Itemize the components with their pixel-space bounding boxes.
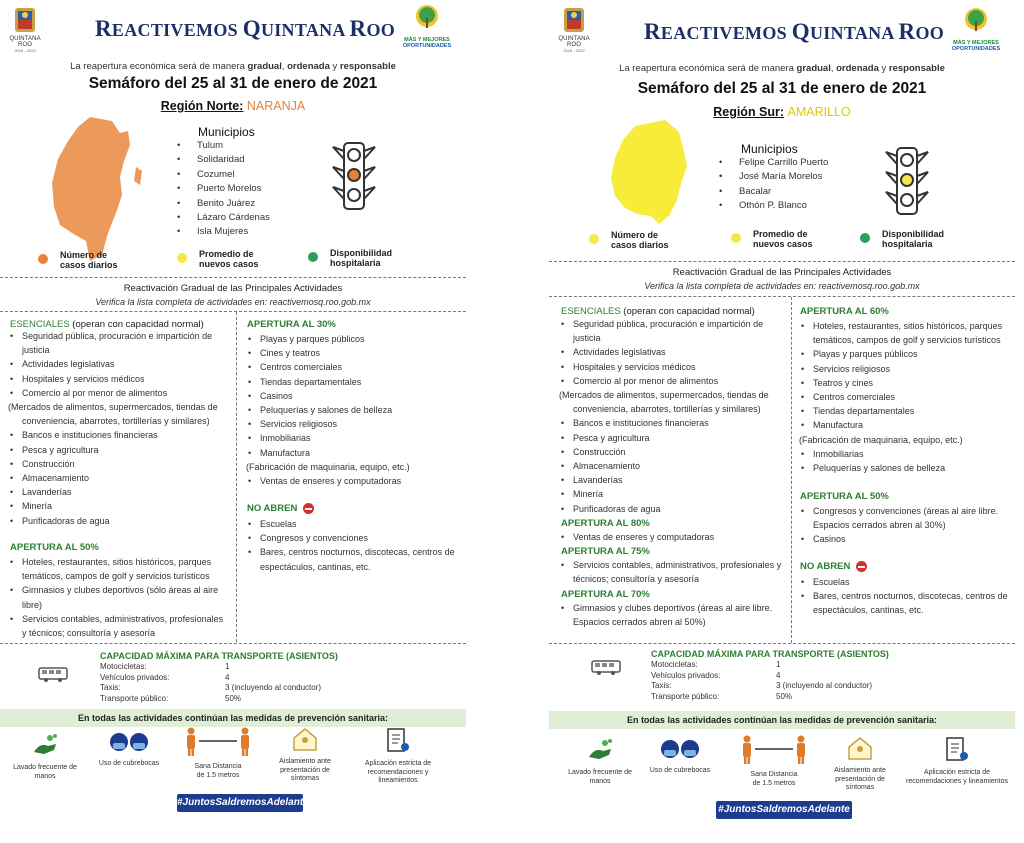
list-item: • Actividades legislativas [8, 357, 236, 371]
list-item: Espacios cerrados abren al 30%) [813, 520, 946, 531]
measure-handwash: Lavado frecuente de manos [567, 737, 633, 786]
list-item: • Purificadoras de agua [559, 502, 791, 516]
esenciales-heading: ESENCIALES (operan con capacidad normal) [10, 319, 204, 330]
state-shield-icon [8, 6, 42, 36]
list-item: • Lavanderías [559, 473, 791, 487]
list-item: justicia [22, 345, 50, 356]
region-heading: Región Norte: NARANJA [160, 99, 306, 113]
list-item: • Tiendas departamentales [799, 404, 1015, 418]
list-item: • Bancos e instituciones financieras [559, 416, 791, 430]
esenciales-heading: ESENCIALES (operan con capacidad normal) [561, 306, 755, 317]
list-item: Espacios cerrados abren al 50%) [573, 617, 706, 628]
section-title: Reactivación Gradual de las Principales Actividades [672, 267, 892, 278]
list-item: • Comercio al por menor de alimentos [8, 386, 236, 400]
list-item: (Fabricación de maquinaria, equipo, etc.) [246, 461, 410, 472]
transport-list: Motocicletas: 1 Vehículos privados: 4 Taxis: 3 (incluyendo al conductor) Transporte público: 50% [100, 662, 322, 703]
list-item: • Teatros y cines [799, 376, 1015, 390]
measure-handwash: Lavado frecuente de manos [12, 732, 78, 781]
status-dot-icon [589, 234, 599, 244]
municipios-heading: Municipios [741, 142, 798, 156]
list-item: temáticos, campos de golf y servicios turísticos [22, 571, 210, 582]
status-dot-icon [860, 233, 870, 243]
region-map [50, 115, 150, 265]
list-item: • Lavanderías [8, 485, 236, 499]
no-abren-list [799, 575, 1015, 618]
list-item: • Comercio al por menor de alimentos [559, 374, 791, 388]
divider [0, 277, 466, 278]
quintana-roo-logo: QUINTANA ROO 2016 - 2022 [4, 6, 46, 48]
divider [0, 311, 466, 312]
oportunidades-logo: MÁS Y MEJORES OPORTUNIDADES [951, 7, 1001, 53]
list-item: técnicos; consultoría y asesoría [573, 574, 700, 585]
list-item: • Manufactura [799, 418, 1015, 432]
list-item: conveniencia, abarrotes, tortillerías y similares) [22, 416, 210, 427]
column-divider [791, 297, 792, 643]
list-item: • Almacenamiento [8, 471, 236, 485]
handwash-icon [585, 737, 615, 763]
esenciales-list [559, 317, 791, 516]
list-item: • Hospitales y servicios médicos [559, 360, 791, 374]
list-item: • Casinos [799, 532, 1015, 546]
municipios-list [177, 140, 270, 241]
list-item: • Playas y parques públicos [246, 332, 466, 346]
list-item: • Inmobiliarias [799, 447, 1015, 461]
list-item: • Construcción [8, 457, 236, 471]
list-item: • Servicios contables, administrativos, profesionales y [559, 558, 791, 572]
apertura-75-heading: APERTURA AL 75% [561, 546, 650, 557]
list-item: (Mercados de alimentos, supermercados, tiendas de [8, 402, 218, 413]
list-item: • Othón P. Blanco [719, 200, 828, 214]
apertura-30-list [246, 332, 466, 488]
tree-icon [961, 7, 991, 35]
apertura-70-list [559, 601, 791, 629]
section-title: Reactivación Gradual de las Principales Actividades [123, 283, 343, 294]
house-icon [846, 735, 874, 761]
list-item: • Bares, centros nocturnos, discotecas, centros de [799, 589, 1015, 603]
apertura-30-heading: APERTURA AL 30% [247, 319, 336, 330]
list-item: • Ventas de enseres y computadoras [559, 530, 791, 544]
face-mask-icon [660, 737, 700, 761]
list-item: • Cozumel [177, 169, 270, 183]
municipios-list [719, 157, 828, 215]
region-heading: Región Sur: AMARILLO [713, 105, 851, 119]
list-item: • Isla Mujeres [177, 226, 270, 240]
measure-cubrebocas: Uso de cubrebocas [96, 730, 162, 769]
list-item: • Congresos y convenciones [246, 531, 466, 545]
subtitle: La reapertura económica será de manera gradual, ordenada y responsable [619, 63, 945, 74]
list-item: • Seguridad pública, procuración e impartición de [8, 329, 236, 343]
measure-cubrebocas: Uso de cubrebocas [647, 737, 713, 776]
list-item: • Peluquerías y salones de belleza [799, 461, 1015, 475]
list-item: • Cines y teatros [246, 346, 466, 360]
apertura-50-list [8, 555, 236, 640]
list-item: espectáculos, cantinas, etc. [260, 561, 371, 572]
no-abren-list [246, 517, 466, 574]
quintana-roo-logo: QUINTANA ROO 2016 - 2022 [553, 6, 595, 48]
checklist-icon [385, 726, 411, 754]
list-item: • Centros comerciales [246, 360, 466, 374]
list-item: • Casinos [246, 389, 466, 403]
measure-lineamientos: Aplicación estricta de recomendaciones y lineamientos [905, 735, 1009, 786]
list-item: (Fabricación de maquinaria, equipo, etc.) [799, 434, 963, 445]
poster-title: REACTIVEMOS QUINTANA ROO [644, 19, 945, 44]
handwash-icon [30, 732, 60, 758]
indicator-promedio: Promedio de nuevos casos [199, 249, 259, 269]
oportunidades-logo: MÁS Y MEJORES OPORTUNIDADES [402, 4, 452, 50]
measure-aislamiento: Aislamiento ante presentación de síntomas [272, 726, 338, 784]
apertura-75-list [559, 558, 791, 586]
list-item: • Playas y parques públicos [799, 347, 1015, 361]
measure-sana-distancia: Sana Distancia de 1.5 metros [183, 727, 253, 780]
apertura-50-heading: APERTURA AL 50% [10, 542, 99, 553]
distance-icon [183, 727, 253, 757]
apertura-70-heading: APERTURA AL 70% [561, 589, 650, 600]
list-item: • Centros comerciales [799, 390, 1015, 404]
list-item: • Servicios contables, administrativos, profesionales [8, 612, 236, 626]
list-item: • Minería [559, 487, 791, 501]
list-item: y técnicos; consultoría y asesoría [22, 628, 156, 639]
measure-sana-distancia: Sana Distancia de 1.5 metros [739, 735, 809, 788]
list-item: • Puerto Morelos [177, 183, 270, 197]
divider [549, 261, 1015, 262]
indicator-casos-diarios: Número de casos diarios [611, 230, 669, 250]
house-icon [291, 726, 319, 752]
transport-heading: CAPACIDAD MÁXIMA PARA TRANSPORTE (ASIENTOS) [100, 651, 338, 661]
indicator-casos-diarios: Número de casos diarios [60, 250, 118, 270]
bus-icon [38, 667, 68, 683]
apertura-50-list [799, 504, 1015, 547]
list-item: • José María Morelos [719, 171, 828, 185]
list-item: • Servicios religiosos [246, 417, 466, 431]
esenciales-list [8, 329, 236, 528]
list-item: • Construcción [559, 445, 791, 459]
list-item: • Manufactura [246, 446, 466, 460]
divider [0, 643, 466, 644]
north-region-poster [0, 0, 466, 830]
south-region-poster [549, 0, 1015, 843]
list-item: • Servicios religiosos [799, 362, 1015, 376]
apertura-80-heading: APERTURA AL 80% [561, 518, 650, 529]
apertura-60-heading: APERTURA AL 60% [800, 306, 889, 317]
measures-banner: En todas las actividades continúan las medidas de prevención sanitaria: [0, 709, 466, 727]
no-abren-heading: NO ABREN [247, 503, 314, 514]
apertura-50-heading: APERTURA AL 50% [800, 491, 889, 502]
list-item: • Hoteles, restaurantes, sitios históricos, parques [8, 555, 236, 569]
list-item: • Gimnasios y clubes deportivos (áreas al aire libre. [559, 601, 791, 615]
no-abren-heading: NO ABREN [800, 561, 867, 572]
list-item: conveniencia, abarrotes, tortillerías y similares) [573, 404, 761, 415]
list-item: • Seguridad pública, procuración e impartición de [559, 317, 791, 331]
list-item: • Pesca y agricultura [8, 443, 236, 457]
list-item: • Actividades legislativas [559, 345, 791, 359]
divider [549, 643, 1015, 644]
no-entry-icon [856, 561, 867, 572]
subtitle: La reapertura económica será de manera gradual, ordenada y responsable [70, 61, 396, 72]
hashtag-badge: #JuntosSaldremosAdelante [177, 794, 303, 812]
list-item: • Tulum [177, 140, 270, 154]
transport-list: Motocicletas: 1 Vehículos privados: 4 Taxis: 3 (incluyendo al conductor) Transporte público: 50% [651, 660, 873, 701]
status-dot-icon [308, 252, 318, 262]
list-item: • Purificadoras de agua [8, 514, 236, 528]
section-subtitle: Verifica la lista completa de actividades en: reactivemosq.roo.gob.mx [644, 281, 920, 291]
list-item: • Minería [8, 499, 236, 513]
list-item: • Hoteles, restaurantes, sitios históricos, parques [799, 319, 1015, 333]
list-item: • Inmobiliarias [246, 431, 466, 445]
list-item: • Escuelas [799, 575, 1015, 589]
measures-banner: En todas las actividades continúan las medidas de prevención sanitaria: [549, 711, 1015, 729]
bus-icon [591, 660, 621, 676]
hashtag-badge: #JuntosSaldremosAdelante [716, 801, 852, 819]
column-divider [236, 312, 237, 642]
status-dot-icon [731, 233, 741, 243]
region-map [607, 118, 707, 228]
list-item: • Almacenamiento [559, 459, 791, 473]
list-item: • Congresos y convenciones (áreas al aire libre. [799, 504, 1015, 518]
traffic-light-icon [884, 146, 930, 218]
measure-aislamiento: Aislamiento ante presentación de síntomas [827, 735, 893, 793]
checklist-icon [944, 735, 970, 763]
face-mask-icon [109, 730, 149, 754]
indicator-promedio: Promedio de nuevos casos [753, 229, 813, 249]
semaforo-dates: Semáforo del 25 al 31 de enero de 2021 [88, 75, 378, 92]
list-item: • Bacalar [719, 186, 828, 200]
section-subtitle: Verifica la lista completa de actividades en: reactivemosq.roo.gob.mx [95, 297, 371, 307]
status-dot-icon [38, 254, 48, 264]
list-item: • Gimnasios y clubes deportivos (sólo áreas al aire [8, 583, 236, 597]
list-item: • Tiendas departamentales [246, 375, 466, 389]
poster-title: REACTIVEMOS QUINTANA ROO [95, 16, 396, 41]
list-item: justicia [573, 333, 601, 344]
list-item: • Benito Juárez [177, 198, 270, 212]
indicator-disponibilidad: Disponibilidad hospitalaria [882, 229, 944, 249]
list-item: espectáculos, cantinas, etc. [813, 605, 924, 616]
municipios-heading: Municipios [198, 125, 255, 139]
list-item: • Bancos e instituciones financieras [8, 428, 236, 442]
divider [549, 296, 1015, 297]
indicator-disponibilidad: Disponibilidad hospitalaria [330, 248, 392, 268]
list-item: • Pesca y agricultura [559, 431, 791, 445]
no-entry-icon [303, 503, 314, 514]
tree-icon [412, 4, 442, 32]
list-item: • Solidaridad [177, 154, 270, 168]
list-item: • Bares, centros nocturnos, discotecas, centros de [246, 545, 466, 559]
list-item: • Felipe Carrillo Puerto [719, 157, 828, 171]
traffic-light-icon [331, 141, 377, 213]
state-shield-icon [557, 6, 591, 36]
transport-heading: CAPACIDAD MÁXIMA PARA TRANSPORTE (ASIENTOS) [651, 649, 889, 659]
list-item: libre) [22, 599, 43, 610]
status-dot-icon [177, 253, 187, 263]
distance-icon [739, 735, 809, 765]
list-item: (Mercados de alimentos, supermercados, tiendas de [559, 390, 769, 401]
semaforo-dates: Semáforo del 25 al 31 de enero de 2021 [637, 80, 927, 97]
apertura-60-list [799, 319, 1015, 475]
apertura-80-list [559, 530, 791, 544]
measure-lineamientos: Aplicación estricta de recomendaciones y lineamientos [348, 726, 448, 786]
list-item: temáticos, campos de golf y servicios turísticos [813, 335, 1001, 346]
list-item: • Escuelas [246, 517, 466, 531]
list-item: • Ventas de enseres y computadoras [246, 474, 466, 488]
list-item: • Lázaro Cárdenas [177, 212, 270, 226]
list-item: • Peluquerías y salones de belleza [246, 403, 466, 417]
list-item: • Hospitales y servicios médicos [8, 372, 236, 386]
